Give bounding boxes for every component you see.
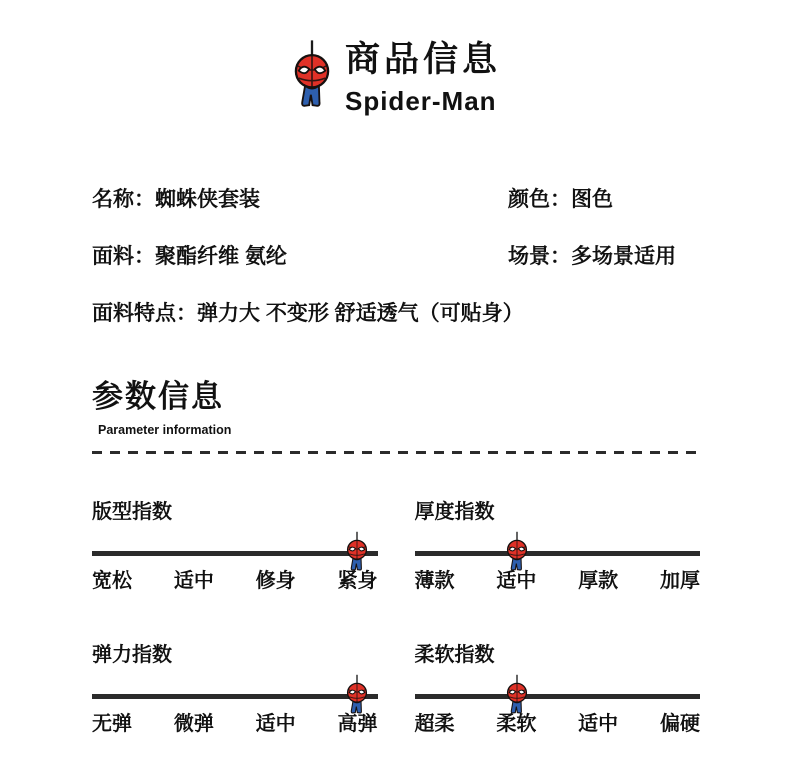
scale-option: 无弹 — [92, 713, 132, 735]
header — [0, 0, 790, 116]
scale-option: 微弹 — [173, 713, 214, 735]
scale-option: 适中 — [578, 713, 619, 735]
detail-feature-value: 弹力大 不变形 舒适透气（可贴身） — [197, 302, 524, 325]
detail-feature-label: 面料特点： — [92, 302, 197, 325]
scale-marker — [344, 674, 371, 717]
scale-options — [415, 712, 701, 736]
spiderman-marker-icon — [344, 531, 371, 574]
detail-fabric-value: 聚酯纤维 氨纶 — [155, 245, 287, 268]
scale-title: 厚度指数 — [414, 501, 495, 523]
param-scale — [92, 643, 378, 736]
scale-options — [92, 569, 378, 593]
scale-option: 偏硬 — [659, 713, 700, 735]
detail-scene-value: 多场景适用 — [571, 245, 676, 268]
spiderman-marker-icon — [344, 674, 371, 717]
header-group — [289, 40, 501, 116]
scale-title: 弹力指数 — [92, 644, 172, 666]
detail-scene-label: 场景： — [508, 245, 571, 268]
scale-option: 厚款 — [578, 570, 619, 592]
scale-title: 柔软指数 — [414, 644, 495, 666]
parameter-title: 参数信息 — [92, 379, 224, 414]
spiderman-icon — [289, 40, 335, 114]
scale-option: 紧身 — [337, 570, 378, 592]
scale-options — [92, 712, 378, 736]
scale-marker — [503, 531, 530, 574]
scale-option: 适中 — [173, 570, 214, 592]
spiderman-marker-icon — [503, 674, 530, 717]
detail-name — [92, 188, 508, 211]
scale-marker — [344, 531, 371, 574]
detail-fabric-label: 面料： — [92, 245, 155, 268]
scale-option: 柔软 — [496, 713, 537, 735]
scale-marker — [503, 674, 530, 717]
scale-bar — [415, 551, 701, 556]
detail-color-value: 图色 — [571, 188, 613, 211]
header-text — [345, 40, 501, 116]
scale-option: 高弹 — [337, 713, 378, 735]
scale-option: 修身 — [255, 570, 296, 592]
detail-grid — [92, 188, 700, 268]
scale-option: 超柔 — [414, 713, 455, 735]
scale-option: 适中 — [255, 713, 296, 735]
page-title: 商品信息 — [344, 40, 501, 79]
param-scale — [415, 643, 701, 736]
detail-name-label: 名称： — [92, 188, 155, 211]
scale-title: 版型指数 — [92, 501, 172, 523]
product-details — [92, 188, 700, 325]
detail-color-label: 颜色： — [508, 188, 571, 211]
scale-option: 加厚 — [659, 570, 700, 592]
param-scale — [92, 500, 378, 593]
detail-scene — [508, 245, 700, 268]
scale-bar — [92, 694, 378, 699]
scale-option: 宽松 — [92, 570, 132, 592]
scales-grid — [92, 500, 700, 736]
scale-bar — [415, 694, 701, 699]
page-subtitle: Spider-Man — [344, 86, 497, 116]
scale-option: 薄款 — [414, 570, 455, 592]
detail-fabric — [92, 245, 508, 268]
parameter-subtitle: Parameter information — [98, 423, 232, 437]
dashed-divider — [92, 451, 700, 454]
detail-name-value: 蜘蛛侠套装 — [155, 188, 260, 211]
scale-options — [415, 569, 701, 593]
scale-option: 适中 — [496, 570, 537, 592]
scale-bar — [92, 551, 378, 556]
detail-color — [508, 188, 700, 211]
parameter-section — [92, 379, 700, 736]
spiderman-marker-icon — [503, 531, 530, 574]
param-scale — [415, 500, 701, 593]
detail-feature — [92, 302, 700, 325]
